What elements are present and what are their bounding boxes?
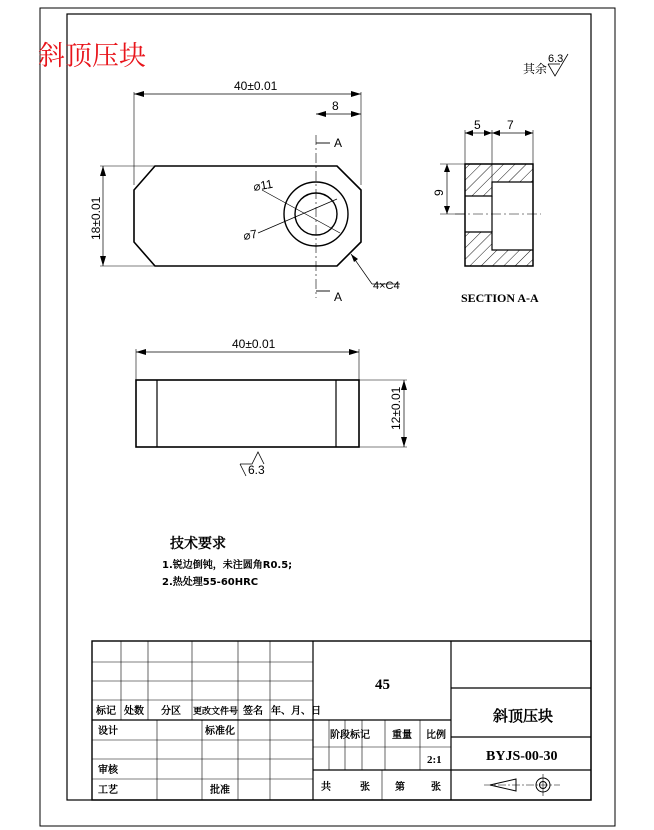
tb-header-date: 年、月、日: [271, 706, 321, 717]
chamfer-label: 4×C4: [373, 280, 400, 292]
tb-review: 审核: [98, 765, 118, 776]
tb-header-mark: 标记: [96, 706, 116, 717]
front-dim-height: 12±0.01: [389, 386, 403, 430]
tb-drawing-no: BYJS-00-30: [486, 749, 558, 764]
dia-large-label: ⌀11: [252, 176, 274, 194]
tb-sheet-total: 共: [321, 782, 331, 793]
roughness-other-value: 6.3: [548, 53, 564, 65]
roughness-other-label: 其余: [523, 62, 548, 76]
front-view: [136, 337, 407, 477]
tb-scale: 2:1: [427, 754, 442, 766]
dia-small-label: ⌀7: [242, 226, 259, 243]
tb-header-signature: 签名: [243, 706, 263, 717]
top-dim-length: 40±0.01: [234, 79, 278, 93]
tb-part-name: 斜顶压块: [493, 707, 554, 725]
section-view: [432, 118, 541, 305]
tb-standardize: 标准化: [205, 726, 235, 737]
tb-material: 45: [375, 677, 390, 693]
section-mark-top: A: [334, 136, 343, 150]
tech-req-heading: 技术要求: [170, 536, 226, 552]
front-view-outline: [136, 380, 359, 447]
tech-req-item-2: 2.热处理55-60HRC: [162, 577, 259, 588]
top-dim-offset: 8: [332, 99, 339, 113]
top-view-outline: [134, 166, 361, 266]
tb-design: 设计: [98, 726, 118, 737]
roughness-other: [523, 53, 568, 76]
tb-sheet-unit-2: 张: [431, 782, 441, 793]
tb-header-change-doc: 更改文件号: [193, 707, 239, 717]
top-view: [89, 79, 400, 304]
tb-weight: 重量: [392, 730, 412, 741]
tech-requirements: [162, 535, 292, 588]
section-dim-depth: 9: [432, 189, 446, 196]
counterbore-void: [492, 182, 533, 250]
tb-ratio: 比例: [426, 730, 446, 741]
front-roughness-value: 6.3: [248, 463, 265, 477]
top-dim-height: 18±0.01: [89, 196, 103, 240]
section-dim-a: 5: [474, 118, 481, 132]
section-label: SECTION A-A: [461, 291, 539, 305]
tb-process: 工艺: [98, 785, 118, 796]
tb-stage-mark: 阶段标记: [330, 730, 370, 741]
tech-req-item-1: 1.锐边倒钝，未注圆角R0.5;: [162, 560, 293, 571]
tb-header-count: 处数: [124, 706, 144, 717]
tb-approve: 批准: [210, 785, 230, 796]
tb-sheet-unit-1: 张: [360, 782, 370, 793]
front-dim-length: 40±0.01: [232, 337, 276, 351]
tb-header-zone: 分区: [161, 706, 181, 717]
drawing-title: 斜顶压块: [38, 41, 146, 72]
section-mark-bottom: A: [334, 290, 343, 304]
tb-sheet-index: 第: [395, 782, 405, 793]
section-dim-b: 7: [507, 118, 514, 132]
outer-border: [40, 8, 615, 826]
projection-symbol: [484, 774, 560, 796]
